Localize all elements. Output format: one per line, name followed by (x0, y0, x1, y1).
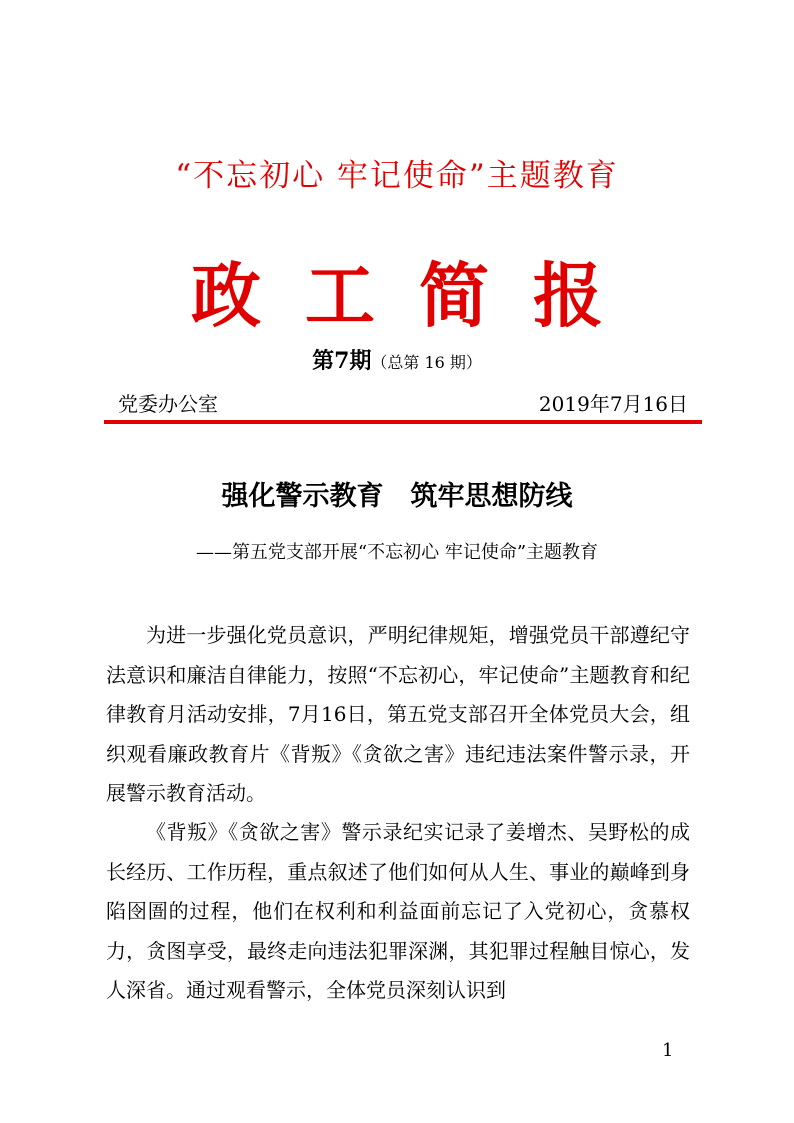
red-divider (104, 420, 702, 424)
issuer-label: 党委办公室 (118, 392, 218, 416)
page-number: 1 (662, 1040, 674, 1061)
theme-line: “不忘初心 牢记使命”主题教育 (175, 158, 619, 194)
issue-number (0, 344, 794, 375)
issue-date: 2019年7月16日 (538, 392, 688, 416)
issue-total: （总第 16 期） (371, 353, 482, 372)
body-paragraph: 为进一步强化党员意识，严明纪律规矩，增强党员干部遵纪守法意识和廉洁自律能力，按照“不忘初心，牢记使命”主题教育和纪律教育月活动安排，7月16日，第五党支部召开全体党员大会，组织观看廉政教育片《背叛》《贪欲之害》违纪违法案件警示录，开展警示教育活动。 (106, 623, 690, 805)
masthead-title: 政工简报 (191, 254, 647, 337)
article-subtitle: ——第五党支部开展“不忘初心 牢记使命”主题教育 (195, 542, 599, 563)
body-paragraph: 《背叛》《贪欲之害》警示录纪实记录了姜增杰、吴野松的成长经历、工作历程，重点叙述了他们如何从人生、事业的巅峰到身陷囹圄的过程，他们在权利和利益面前忘记了入党初心，贪慕权力，贪图享受，最终走向违法犯罪深渊，其犯罪过程触目惊心，发人深省。通过观看警示，全体党员深刻认识到 (106, 820, 690, 1002)
article-headline: 强化警示教育 筑牢思想防线 (221, 481, 573, 512)
issue-main: 第7期 (312, 348, 372, 374)
